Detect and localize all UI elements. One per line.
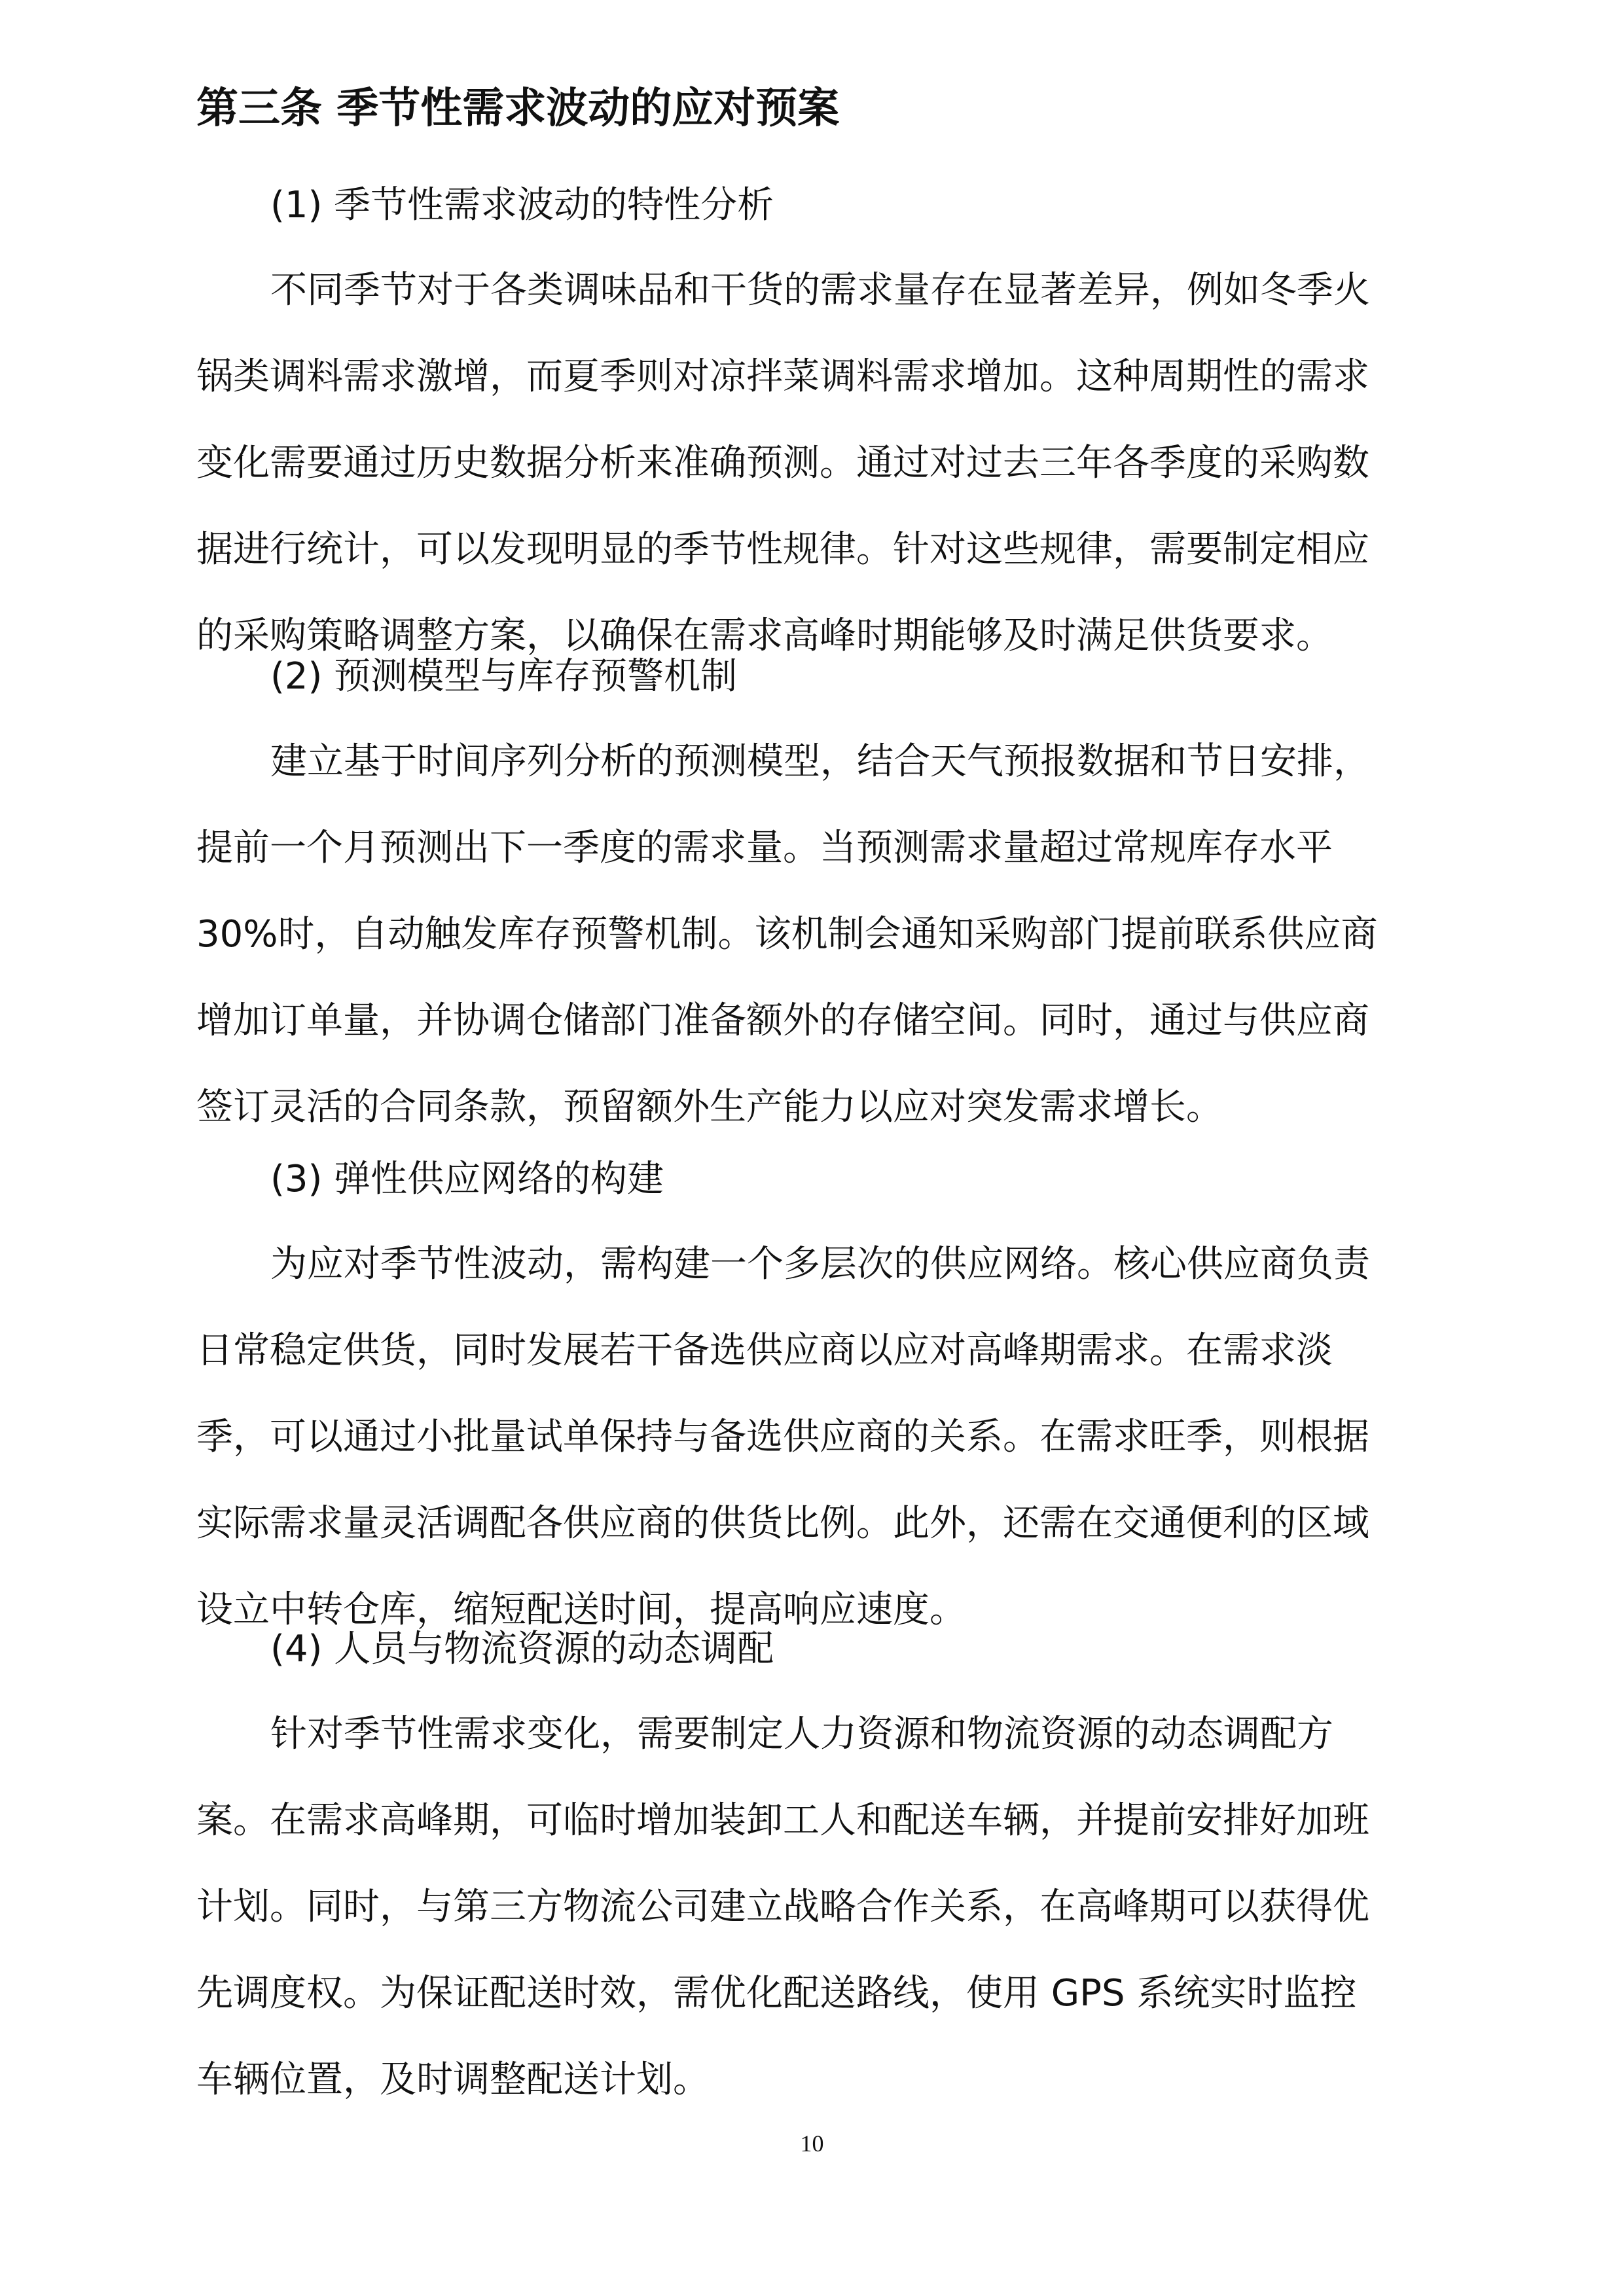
section-heading-3 [270,1152,1449,1207]
paragraph-line: 变化需要通过历史数据分析来准确预测。通过对过去三年各季度的采购数 [196,442,1369,484]
paragraph-line: 不同季节对于各类调味品和干货的需求量存在显著差异，例如冬季火 [270,269,1370,312]
section-heading-1 [270,178,1449,233]
section-paragraph-4 [196,1691,1434,2123]
section-heading-text: 预测模型与库存预警机制 [334,655,738,698]
paragraph-line: 针对季节性需求变化，需要制定人力资源和物流资源的动态调配方 [270,1713,1333,1755]
section-heading-text: 季节性需求波动的特性分析 [334,184,774,226]
paragraph-line: 的采购策略调整方案，以确保在需求高峰时期能够及时满足供货要求。 [196,615,1333,657]
section-heading-number: (2) [270,655,323,698]
paragraph-line: 计划。同时，与第三方物流公司建立战略合作关系，在高峰期可以获得优 [196,1886,1369,1928]
paragraph-line: 签订灵活的合同条款，预留额外生产能力以应对突发需求增长。 [196,1086,1223,1128]
section-heading-text: 人员与物流资源的动态调配 [334,1628,774,1670]
paragraph-line: 30%时，自动触发库存预警机制。该机制会通知采购部门提前联系供应商 [196,913,1378,956]
section-heading-number: (1) [270,184,323,226]
paragraph-line: 据进行统计，可以发现明显的季节性规律。针对这些规律，需要制定相应 [196,528,1369,571]
paragraph-line: 季，可以通过小批量试单保持与备选供应商的关系。在需求旺季，则根据 [196,1416,1369,1458]
paragraph-line: 日常稳定供货，同时发展若干备选供应商以应对高峰期需求。在需求淡 [196,1329,1333,1372]
page-number: 10 [800,2130,824,2157]
paragraph-line: 案。在需求高峰期，可临时增加装卸工人和配送车辆，并提前安排好加班 [196,1799,1369,1842]
section-heading-2 [270,649,1449,704]
paragraph-line: 提前一个月预测出下一季度的需求量。当预测需求量超过常规库存水平 [196,827,1333,869]
section-paragraph-3 [196,1221,1434,1653]
section-paragraph-1 [196,247,1434,679]
section-heading-4 [270,1622,1449,1677]
section-heading-number: (4) [270,1628,323,1670]
paragraph-line: 设立中转仓库，缩短配送时间，提高响应速度。 [196,1588,966,1631]
paragraph-line: 为应对季节性波动，需构建一个多层次的供应网络。核心供应商负责 [270,1243,1370,1285]
paragraph-line: 增加订单量，并协调仓储部门准备额外的存储空间。同时，通过与供应商 [196,999,1369,1042]
paragraph-line: 实际需求量灵活调配各供应商的供货比例。此外，还需在交通便利的区域 [196,1502,1369,1545]
section-heading-text: 弹性供应网络的构建 [334,1158,664,1200]
section-paragraph-2 [196,719,1434,1151]
paragraph-line: 建立基于时间序列分析的预测模型，结合天气预报数据和节日安排， [270,740,1370,783]
article-title: 第三条 季节性需求波动的应对预案 [196,84,840,133]
paragraph-line: 先调度权。为保证配送时效，需优化配送路线，使用 GPS 系统实时监控 [196,1972,1357,2015]
section-heading-number: (3) [270,1158,323,1200]
paragraph-line: 车辆位置，及时调整配送计划。 [196,2058,710,2101]
paragraph-line: 锅类调料需求激增，而夏季则对凉拌菜调料需求增加。这种周期性的需求 [196,355,1369,398]
